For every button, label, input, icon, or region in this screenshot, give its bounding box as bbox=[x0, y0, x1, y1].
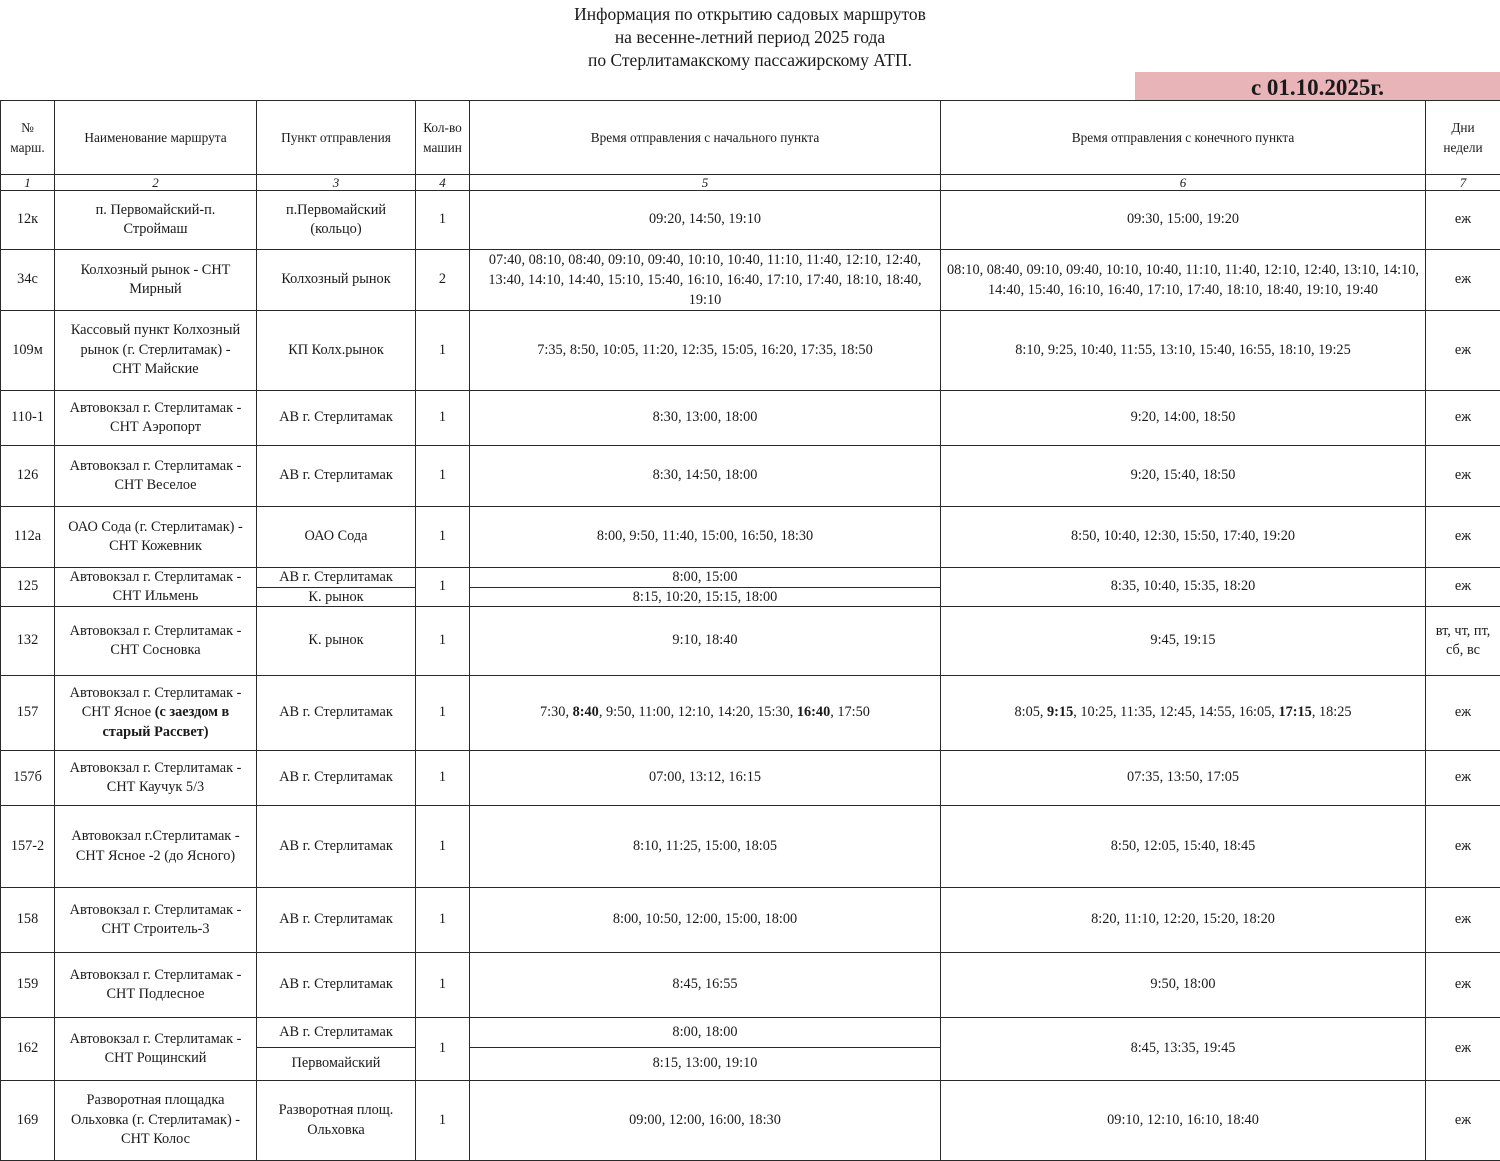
end-times: 9:20, 14:00, 18:50 bbox=[941, 391, 1426, 446]
col-header-days: Дни недели bbox=[1426, 101, 1500, 175]
route-number: 159 bbox=[1, 953, 55, 1018]
document-title bbox=[0, 3, 1500, 72]
departure-point: Колхозный рынок bbox=[257, 250, 416, 311]
route-name: п. Первомайский-п. Строймаш bbox=[55, 191, 257, 250]
departure-point: Разворотная площ. Ольховка bbox=[257, 1081, 416, 1161]
departure-point: КП Колх.рынок bbox=[257, 311, 416, 391]
route-name: Автовокзал г. Стерлитамак - СНТ Ясное (с заездом в старый Рассвет) bbox=[55, 676, 257, 751]
route-number: 112а bbox=[1, 507, 55, 568]
vehicle-count: 1 bbox=[416, 311, 470, 391]
col-header-route-number: № марш. bbox=[1, 101, 55, 175]
table-row bbox=[1, 607, 1500, 676]
col-header-route-name: Наименование маршрута bbox=[55, 101, 257, 175]
route-name: Автовокзал г. Стерлитамак - СНТ Каучук 5/3 bbox=[55, 751, 257, 806]
departure-point: АВ г. Стерлитамак bbox=[257, 446, 416, 507]
route-number: 126 bbox=[1, 446, 55, 507]
vehicle-count: 1 bbox=[416, 751, 470, 806]
departure-point: АВ г. Стерлитамак bbox=[257, 391, 416, 446]
vehicle-count: 1 bbox=[416, 568, 470, 607]
vehicle-count: 1 bbox=[416, 507, 470, 568]
vehicle-count: 1 bbox=[416, 607, 470, 676]
vehicle-count: 1 bbox=[416, 806, 470, 888]
end-times: 8:35, 10:40, 15:35, 18:20 bbox=[941, 568, 1426, 607]
end-times: 08:10, 08:40, 09:10, 09:40, 10:10, 10:40, 11:10, 11:40, 12:10, 12:40, 13:10, 14:10, 14:40, 15:40, 16:10, 16:40, 17:10, 17:40, 18:10, 18:40, 19:10, 19:40 bbox=[941, 250, 1426, 311]
table-row bbox=[1, 953, 1500, 1018]
vehicle-count: 2 bbox=[416, 250, 470, 311]
start-times: 8:15, 10:20, 15:15, 18:00 bbox=[470, 587, 941, 607]
start-times: 8:00, 10:50, 12:00, 15:00, 18:00 bbox=[470, 888, 941, 953]
col-header-vehicle-count: Кол-во машин bbox=[416, 101, 470, 175]
table-row bbox=[1, 568, 1500, 588]
table-row bbox=[1, 1081, 1500, 1161]
departure-point: п.Первомайский (кольцо) bbox=[257, 191, 416, 250]
departure-point: Первомайский bbox=[257, 1048, 416, 1081]
route-name: Автовокзал г. Стерлитамак - СНТ Аэропорт bbox=[55, 391, 257, 446]
end-times: 8:20, 11:10, 12:20, 15:20, 18:20 bbox=[941, 888, 1426, 953]
column-number: 4 bbox=[416, 175, 470, 191]
days-of-week: еж bbox=[1426, 568, 1500, 607]
route-number: 162 bbox=[1, 1018, 55, 1081]
start-times: 7:35, 8:50, 10:05, 11:20, 12:35, 15:05, 16:20, 17:35, 18:50 bbox=[470, 311, 941, 391]
vehicle-count: 1 bbox=[416, 1018, 470, 1081]
departure-point: К. рынок bbox=[257, 587, 416, 607]
departure-point: АВ г. Стерлитамак bbox=[257, 751, 416, 806]
table-row bbox=[1, 676, 1500, 751]
end-times: 07:35, 13:50, 17:05 bbox=[941, 751, 1426, 806]
table-row bbox=[1, 1018, 1500, 1048]
start-times: 8:30, 14:50, 18:00 bbox=[470, 446, 941, 507]
table-row bbox=[1, 191, 1500, 250]
days-of-week: еж bbox=[1426, 1018, 1500, 1081]
route-number: 158 bbox=[1, 888, 55, 953]
vehicle-count: 1 bbox=[416, 191, 470, 250]
route-number: 157б bbox=[1, 751, 55, 806]
route-name: ОАО Сода (г. Стерлитамак) - СНТ Кожевник bbox=[55, 507, 257, 568]
table-row bbox=[1, 806, 1500, 888]
vehicle-count: 1 bbox=[416, 446, 470, 507]
departure-point: АВ г. Стерлитамак bbox=[257, 1018, 416, 1048]
table-row bbox=[1, 507, 1500, 568]
start-times: 8:00, 9:50, 11:40, 15:00, 16:50, 18:30 bbox=[470, 507, 941, 568]
start-times: 07:40, 08:10, 08:40, 09:10, 09:40, 10:10, 10:40, 11:10, 11:40, 12:10, 12:40, 13:40, 14:10, 14:40, 15:10, 15:40, 16:10, 16:40, 17:10, 17:40, 18:10, 18:40, 19:10 bbox=[470, 250, 941, 311]
departure-point: ОАО Сода bbox=[257, 507, 416, 568]
end-times: 8:10, 9:25, 10:40, 11:55, 13:10, 15:40, 16:55, 18:10, 19:25 bbox=[941, 311, 1426, 391]
days-of-week: еж bbox=[1426, 888, 1500, 953]
route-name: Разворотная площадка Ольховка (г. Стерлитамак) - СНТ Колос bbox=[55, 1081, 257, 1161]
table-row bbox=[1, 250, 1500, 311]
col-header-departure-point: Пункт отправления bbox=[257, 101, 416, 175]
end-times: 8:45, 13:35, 19:45 bbox=[941, 1018, 1426, 1081]
table-row bbox=[1, 311, 1500, 391]
end-times: 8:50, 10:40, 12:30, 15:50, 17:40, 19:20 bbox=[941, 507, 1426, 568]
route-name: Автовокзал г. Стерлитамак - СНТ Рощинский bbox=[55, 1018, 257, 1081]
start-times: 8:15, 13:00, 19:10 bbox=[470, 1048, 941, 1081]
days-of-week: еж bbox=[1426, 676, 1500, 751]
col-header-end-times: Время отправления с конечного пункта bbox=[941, 101, 1426, 175]
end-times: 9:45, 19:15 bbox=[941, 607, 1426, 676]
route-name: Автовокзал г. Стерлитамак - СНТ Сосновка bbox=[55, 607, 257, 676]
route-number: 12к bbox=[1, 191, 55, 250]
departure-point: К. рынок bbox=[257, 607, 416, 676]
days-of-week: еж bbox=[1426, 953, 1500, 1018]
route-number: 169 bbox=[1, 1081, 55, 1161]
table-row bbox=[1, 446, 1500, 507]
days-of-week: еж bbox=[1426, 507, 1500, 568]
vehicle-count: 1 bbox=[416, 676, 470, 751]
vehicle-count: 1 bbox=[416, 888, 470, 953]
start-times: 8:10, 11:25, 15:00, 18:05 bbox=[470, 806, 941, 888]
title-line-2: на весенне-летний период 2025 года bbox=[0, 26, 1500, 49]
days-of-week: еж bbox=[1426, 446, 1500, 507]
route-name: Автовокзал г. Стерлитамак - СНТ Ильмень bbox=[55, 568, 257, 607]
start-times: 8:45, 16:55 bbox=[470, 953, 941, 1018]
end-times: 09:10, 12:10, 16:10, 18:40 bbox=[941, 1081, 1426, 1161]
start-times: 09:20, 14:50, 19:10 bbox=[470, 191, 941, 250]
end-times: 9:20, 15:40, 18:50 bbox=[941, 446, 1426, 507]
start-times: 8:00, 15:00 bbox=[470, 568, 941, 588]
route-number: 132 bbox=[1, 607, 55, 676]
table-row bbox=[1, 888, 1500, 953]
route-name: Кассовый пункт Колхозный рынок (г. Стерлитамак) - СНТ Майские bbox=[55, 311, 257, 391]
departure-point: АВ г. Стерлитамак bbox=[257, 953, 416, 1018]
vehicle-count: 1 bbox=[416, 1081, 470, 1161]
column-number: 5 bbox=[470, 175, 941, 191]
route-number: 125 bbox=[1, 568, 55, 607]
vehicle-count: 1 bbox=[416, 953, 470, 1018]
route-number: 34с bbox=[1, 250, 55, 311]
route-name: Автовокзал г. Стерлитамак - СНТ Подлесное bbox=[55, 953, 257, 1018]
departure-point: АВ г. Стерлитамак bbox=[257, 568, 416, 588]
days-of-week: еж bbox=[1426, 751, 1500, 806]
days-of-week: еж bbox=[1426, 311, 1500, 391]
start-times: 8:30, 13:00, 18:00 bbox=[470, 391, 941, 446]
header-row bbox=[1, 101, 1500, 175]
start-times: 8:00, 18:00 bbox=[470, 1018, 941, 1048]
end-times: 9:50, 18:00 bbox=[941, 953, 1426, 1018]
column-number: 3 bbox=[257, 175, 416, 191]
start-times: 9:10, 18:40 bbox=[470, 607, 941, 676]
table-row bbox=[1, 391, 1500, 446]
table-row bbox=[1, 751, 1500, 806]
route-number: 157 bbox=[1, 676, 55, 751]
title-line-3: по Стерлитамакскому пассажирскому АТП. bbox=[0, 49, 1500, 72]
route-name: Автовокзал г.Стерлитамак - СНТ Ясное -2 (до Ясного) bbox=[55, 806, 257, 888]
days-of-week: еж bbox=[1426, 806, 1500, 888]
days-of-week: еж bbox=[1426, 191, 1500, 250]
days-of-week: вт, чт, пт, сб, вс bbox=[1426, 607, 1500, 676]
route-number: 110-1 bbox=[1, 391, 55, 446]
end-times: 8:05, 9:15, 10:25, 11:35, 12:45, 14:55, 16:05, 17:15, 18:25 bbox=[941, 676, 1426, 751]
column-number: 2 bbox=[55, 175, 257, 191]
route-number: 109м bbox=[1, 311, 55, 391]
col-header-start-times: Время отправления с начального пункта bbox=[470, 101, 941, 175]
days-of-week: еж bbox=[1426, 250, 1500, 311]
route-name: Колхозный рынок - СНТ Мирный bbox=[55, 250, 257, 311]
end-times: 09:30, 15:00, 19:20 bbox=[941, 191, 1426, 250]
departure-point: АВ г. Стерлитамак bbox=[257, 806, 416, 888]
start-times: 07:00, 13:12, 16:15 bbox=[470, 751, 941, 806]
start-times: 09:00, 12:00, 16:00, 18:30 bbox=[470, 1081, 941, 1161]
start-times: 7:30, 8:40, 9:50, 11:00, 12:10, 14:20, 15:30, 16:40, 17:50 bbox=[470, 676, 941, 751]
route-name: Автовокзал г. Стерлитамак - СНТ Строитель-3 bbox=[55, 888, 257, 953]
departure-point: АВ г. Стерлитамак bbox=[257, 676, 416, 751]
column-number: 6 bbox=[941, 175, 1426, 191]
title-line-1: Информация по открытию садовых маршрутов bbox=[0, 3, 1500, 26]
column-number: 1 bbox=[1, 175, 55, 191]
route-number: 157-2 bbox=[1, 806, 55, 888]
schedule-table bbox=[0, 100, 1500, 1161]
vehicle-count: 1 bbox=[416, 391, 470, 446]
route-name: Автовокзал г. Стерлитамак - СНТ Веселое bbox=[55, 446, 257, 507]
column-number: 7 bbox=[1426, 175, 1500, 191]
effective-date-text: с 01.10.2025г. bbox=[1251, 75, 1384, 100]
departure-point: АВ г. Стерлитамак bbox=[257, 888, 416, 953]
days-of-week: еж bbox=[1426, 1081, 1500, 1161]
effective-date-badge bbox=[1135, 72, 1500, 101]
column-number-row bbox=[1, 175, 1500, 191]
end-times: 8:50, 12:05, 15:40, 18:45 bbox=[941, 806, 1426, 888]
days-of-week: еж bbox=[1426, 391, 1500, 446]
